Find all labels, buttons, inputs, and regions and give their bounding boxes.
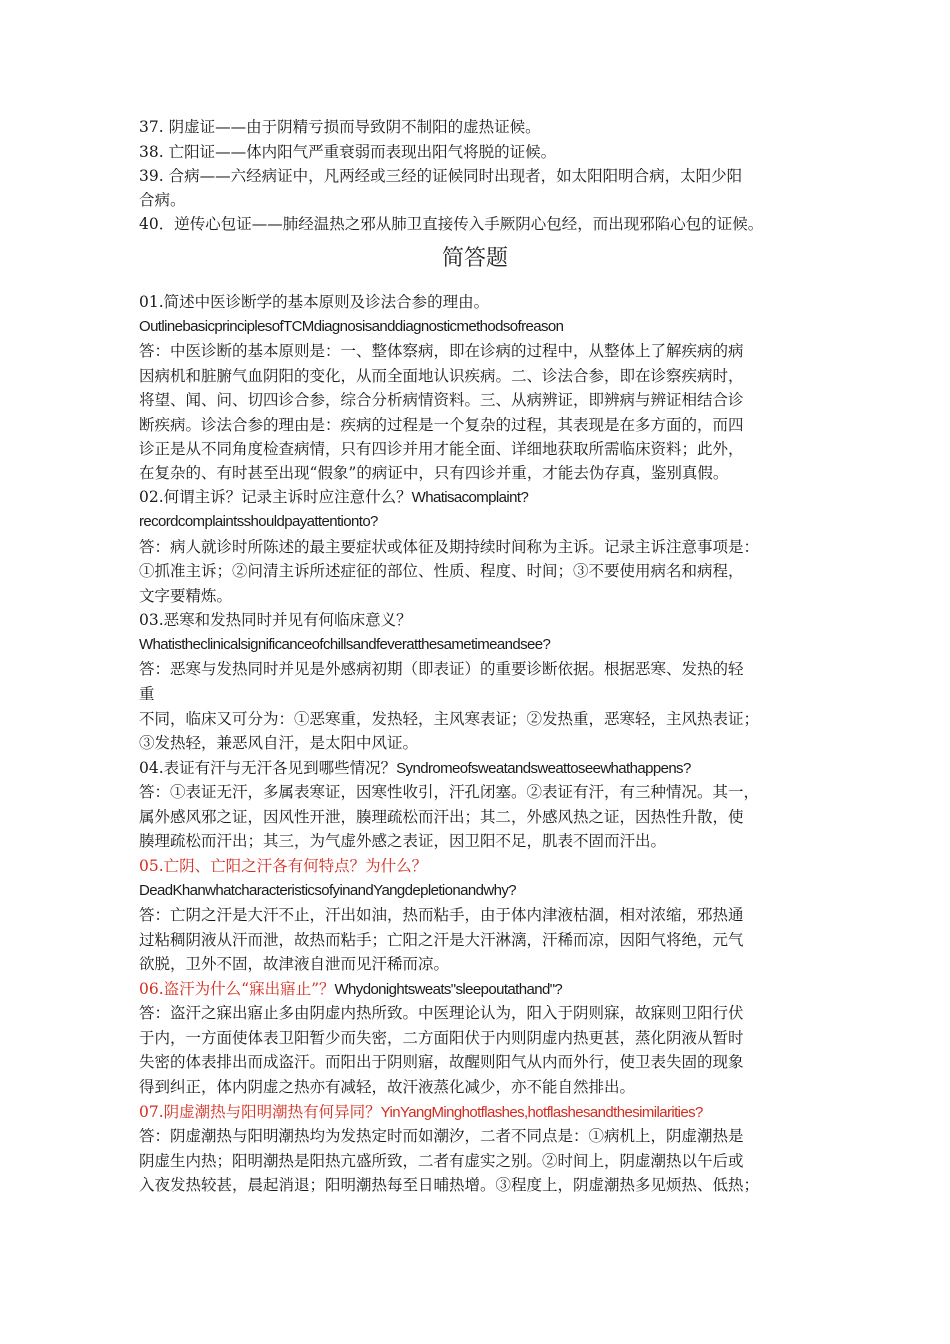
q01-answer-6: 在复杂的、有时甚至出现“假象”的病证中，只有四诊并重，才能去伪存真，鉴别真假。 bbox=[139, 464, 729, 482]
definition-37: 37. 阴虚证——由于阴精亏损而导致阴不制阳的虚热证候。 bbox=[139, 118, 541, 136]
q06-answer-3: 失密的体表排出而成盗汗。而阳出于阴则寤，故醒则阳气从内而外行，使卫表失固的现象 bbox=[139, 1053, 744, 1071]
q06-question: 06.盗汗为什么“寐出寤止”？ bbox=[139, 980, 335, 998]
q06-answer-2: 于内，一方面使体表卫阳暂少而失密，二方面阳伏于内则阴虚内热更甚，蒸化阴液从暂时 bbox=[139, 1029, 744, 1047]
q07-english: YinYangMinghotflashes,hotflashesandthesimilarities? bbox=[380, 1104, 703, 1121]
q05-answer-2: 过粘稠阴液从汗而泄，故热而粘手；亡阳之汗是大汗淋漓，汗稀而凉，因阳气将绝，元气 bbox=[139, 931, 744, 949]
q06-answer-4: 得到纠正，体内阴虚之热亦有减轻，故汗液蒸化减少，亦不能自然排出。 bbox=[139, 1078, 636, 1096]
q07-answer-3: 入夜发热较甚，晨起消退；阳明潮热每至日晡热增。③程度上，阴虚潮热多见烦热、低热； bbox=[139, 1176, 760, 1194]
q04-english: Syndromeofsweatandsweattoseewhathappens? bbox=[396, 760, 691, 777]
q06-question-line bbox=[139, 977, 819, 1001]
q03-answer-4: ③发热轻，兼恶风自汗，是太阳中风证。 bbox=[139, 734, 419, 752]
q01-answer-4: 断疾病。诊法合参的理由是：疾病的过程是一个复杂的过程，其表现是在多方面的，而四 bbox=[139, 416, 744, 434]
q03-answer-1: 答：恶寒与发热同时并见是外感病初期（即表证）的重要诊断依据。根据恶寒、发热的轻 bbox=[139, 660, 744, 678]
q01-english: OutlinebasicprinciplesofTCMdiagnosisanddiagnosticmethodsofreason bbox=[139, 318, 564, 335]
q07-question-line bbox=[139, 1100, 819, 1124]
section-title: 简答题 bbox=[441, 246, 508, 271]
q01-answer-2: 因病机和脏腑气血阴阳的变化，从而全面地认识疾病。二、诊法合参，即在诊察疾病时， bbox=[139, 367, 744, 385]
q01-answer-1: 答：中医诊断的基本原则是：一、整体察病，即在诊病的过程中，从整体上了解疾病的病 bbox=[139, 342, 744, 360]
q05-answer-1: 答：亡阴之汗是大汗不止，汗出如油，热而粘手，由于体内津液枯涸，相对浓缩，邪热通 bbox=[139, 906, 744, 924]
q02-english-b: recordcomplaintsshouldpayattentionto? bbox=[139, 513, 378, 530]
q07-answer-1: 答：阴虚潮热与阳明潮热均为发热定时而如潮汐，二者不同点是：①病机上，阴虚潮热是 bbox=[139, 1127, 744, 1145]
q02-answer-2: ①抓准主诉；②问清主诉所述症征的部位、性质、程度、时间；③不要使用病名和病程， bbox=[139, 562, 744, 580]
q03-answer-2: 重 bbox=[139, 685, 155, 703]
q03-question: 03.恶寒和发热同时并见有何临床意义？ bbox=[139, 611, 412, 629]
definition-39: 39. 合病——六经病证中，凡两经或三经的证候同时出现者，如太阳阳明合病，太阳少阳 bbox=[139, 167, 743, 185]
q02-answer-3: 文字要精炼。 bbox=[139, 587, 233, 605]
q04-answer-3: 腠理疏松而汗出；其三，为气虚外感之表证，因卫阳不足，肌表不固而汗出。 bbox=[139, 832, 667, 850]
q07-answer-2: 阴虚生内热；阳明潮热是阳热亢盛所致，二者有虚实之别。②时间上，阴虚潮热以午后或 bbox=[139, 1152, 744, 1170]
q05-english: DeadKhanwhatcharacteristicsofyinandYangdepletionandwhy? bbox=[139, 882, 516, 899]
q03-answer-3: 不同，临床又可分为：①恶寒重，发热轻，主风寒表证；②发热重，恶寒轻，主风热表证； bbox=[139, 710, 760, 728]
q07-question: 07.阴虚潮热与阳明潮热有何异同？ bbox=[139, 1103, 381, 1121]
q04-answer-2: 属外感风邪之证，因风性开泄，腠理疏松而汗出；其二，外感风热之证，因热性升散，使 bbox=[139, 808, 744, 826]
definition-40: 40．逆传心包证——肺经温热之邪从肺卫直接传入手厥阴心包经，而出现邪陷心包的证候。 bbox=[139, 215, 764, 233]
q03-english: Whatistheclinicalsignificanceofchillsandfeveratthesametimeandsee? bbox=[139, 636, 551, 653]
q05-answer-3: 欲脱，卫外不固，故津液自泄而见汗稀而凉。 bbox=[139, 955, 450, 973]
q02-question-line bbox=[139, 485, 819, 509]
q04-question: 04.表证有汗与无汗各见到哪些情况？ bbox=[139, 759, 397, 777]
q04-question-line bbox=[139, 756, 819, 780]
q01-question: 01.简述中医诊断学的基本原则及诊法合参的理由。 bbox=[139, 293, 490, 311]
q02-answer-1: 答：病人就诊时所陈述的最主要症状或体征及期持续时间称为主诉。记录主诉注意事项是： bbox=[139, 538, 760, 556]
q01-answer-3: 将望、闻、问、切四诊合参，综合分析病情资料。三、从病辨证，即辨病与辨证相结合诊 bbox=[139, 391, 744, 409]
q06-answer-1: 答：盗汗之寐出寤止多由阴虚内热所致。中医理论认为，阳入于阴则寐，故寐则卫阳行伏 bbox=[139, 1004, 744, 1022]
q05-question: 05.亡阴、亡阳之汗各有何特点？为什么？ bbox=[139, 857, 428, 875]
q01-answer-5: 诊正是从不同角度检查病情，只有四诊并用才能全面、详细地获取所需临床资料；此外， bbox=[139, 440, 744, 458]
q02-question: 02.何谓主诉？记录主诉时应注意什么？ bbox=[139, 488, 412, 506]
definition-39-cont: 合病。 bbox=[139, 191, 186, 209]
q02-english-a: Whatisacomplaint? bbox=[411, 489, 529, 506]
q06-english: Whydonightsweats"sleepoutathand"? bbox=[334, 981, 563, 998]
definition-38: 38. 亡阳证——体内阳气严重衰弱而表现出阳气将脱的证候。 bbox=[139, 143, 557, 161]
q04-answer-1: 答：①表证无汗，多属表寒证，因寒性收引，汗孔闭塞。②表证有汗，有三种情况。其一， bbox=[139, 783, 760, 801]
